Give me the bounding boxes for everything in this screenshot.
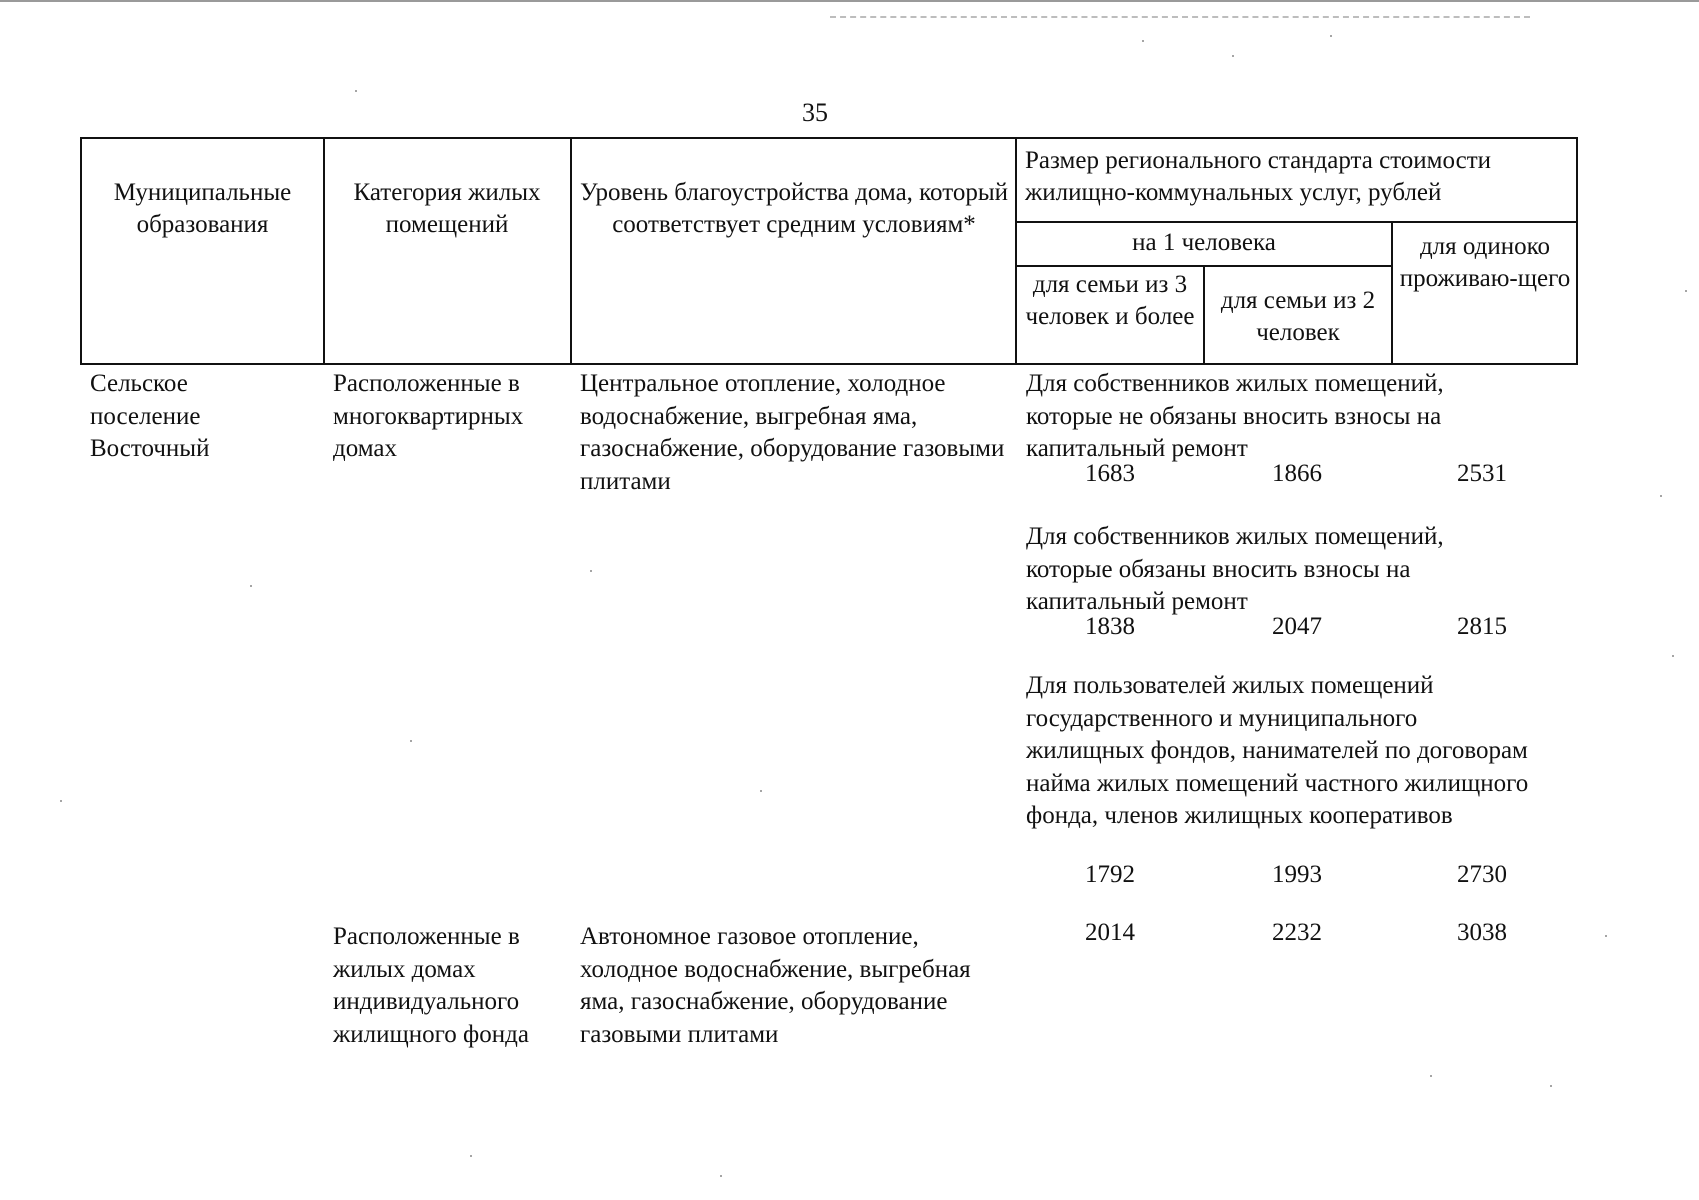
scan-speck <box>1660 495 1662 497</box>
scan-speck <box>410 740 412 742</box>
header-municipality: Муниципальные образования <box>113 179 292 238</box>
header-category: Категория жилых помещений <box>353 179 541 238</box>
scan-speck <box>1232 55 1234 57</box>
value-family2: 2232 <box>1272 919 1322 946</box>
row-amenities: Автономное газовое отопление, холодное водоснабжение, выгребная яма, газоснабжение, оборудование газовыми плитами <box>580 923 971 1048</box>
scan-speck <box>1330 35 1332 37</box>
group-label: Для собственников жилых помещений, которые не обязаны вносить взносы на капитальный ремонт <box>1026 370 1444 462</box>
scan-speck <box>1685 290 1687 292</box>
scan-speck <box>470 1155 472 1157</box>
header-per-person: на 1 человека <box>1132 229 1276 256</box>
scan-speck <box>1142 40 1144 42</box>
scan-speck <box>1430 1075 1432 1077</box>
table-header <box>80 137 1578 365</box>
value-family3: 1792 <box>1085 861 1135 888</box>
scan-speck <box>720 1175 722 1177</box>
value-family2: 2047 <box>1272 613 1322 640</box>
value-family3: 1838 <box>1085 613 1135 640</box>
row-amenities: Центральное отопление, холодное водоснабжение, выгребная яма, газоснабжение, оборудование газовыми плитами <box>580 370 1005 495</box>
value-family2: 1993 <box>1272 861 1322 888</box>
value-family3: 1683 <box>1085 460 1135 487</box>
header-divider <box>570 137 572 365</box>
header-divider <box>1203 265 1205 365</box>
scan-speck <box>590 570 592 572</box>
header-single: для одиноко проживаю-щего <box>1399 233 1571 292</box>
scan-speck <box>355 90 357 92</box>
value-single: 2815 <box>1457 613 1507 640</box>
scan-speck <box>1550 1085 1552 1087</box>
header-divider <box>1015 221 1578 223</box>
page-number: 35 <box>802 98 828 127</box>
value-single: 2730 <box>1457 861 1507 888</box>
value-single: 3038 <box>1457 919 1507 946</box>
scan-speck <box>1605 935 1607 937</box>
header-family3: для семьи из 3 человек и более <box>1025 271 1195 330</box>
value-single: 2531 <box>1457 460 1507 487</box>
header-divider <box>1391 221 1393 365</box>
scan-speck <box>250 585 252 587</box>
header-family2: для семьи из 2 человек <box>1220 287 1376 346</box>
municipality-name: Сельское поселение Восточный <box>90 370 210 462</box>
header-amenities: Уровень благоустройства дома, который соответствует средним условиям* <box>580 179 1008 238</box>
group-label: Для собственников жилых помещений, которые обязаны вносить взносы на капитальный ремонт <box>1026 523 1444 615</box>
header-standard: Размер регионального стандарта стоимости жилищно-коммунальных услуг, рублей <box>1025 147 1492 206</box>
row-category: Расположенные в жилых домах индивидуального жилищного фонда <box>333 923 529 1048</box>
scan-speck <box>1672 655 1674 657</box>
row-category: Расположенные в многоквартирных домах <box>333 370 524 462</box>
scan-dashed-line <box>830 16 1530 18</box>
scan-edge-line <box>0 0 1699 2</box>
value-family2: 1866 <box>1272 460 1322 487</box>
scan-speck <box>60 800 62 802</box>
header-divider <box>323 137 325 365</box>
value-family3: 2014 <box>1085 919 1135 946</box>
scan-speck <box>760 790 762 792</box>
group-label: Для пользователей жилых помещений государственного и муниципального жилищных фондов, нанимателей по договорам найма жилых помещений частного жилищного фонда, членов жилищных кооперативов <box>1026 672 1529 829</box>
